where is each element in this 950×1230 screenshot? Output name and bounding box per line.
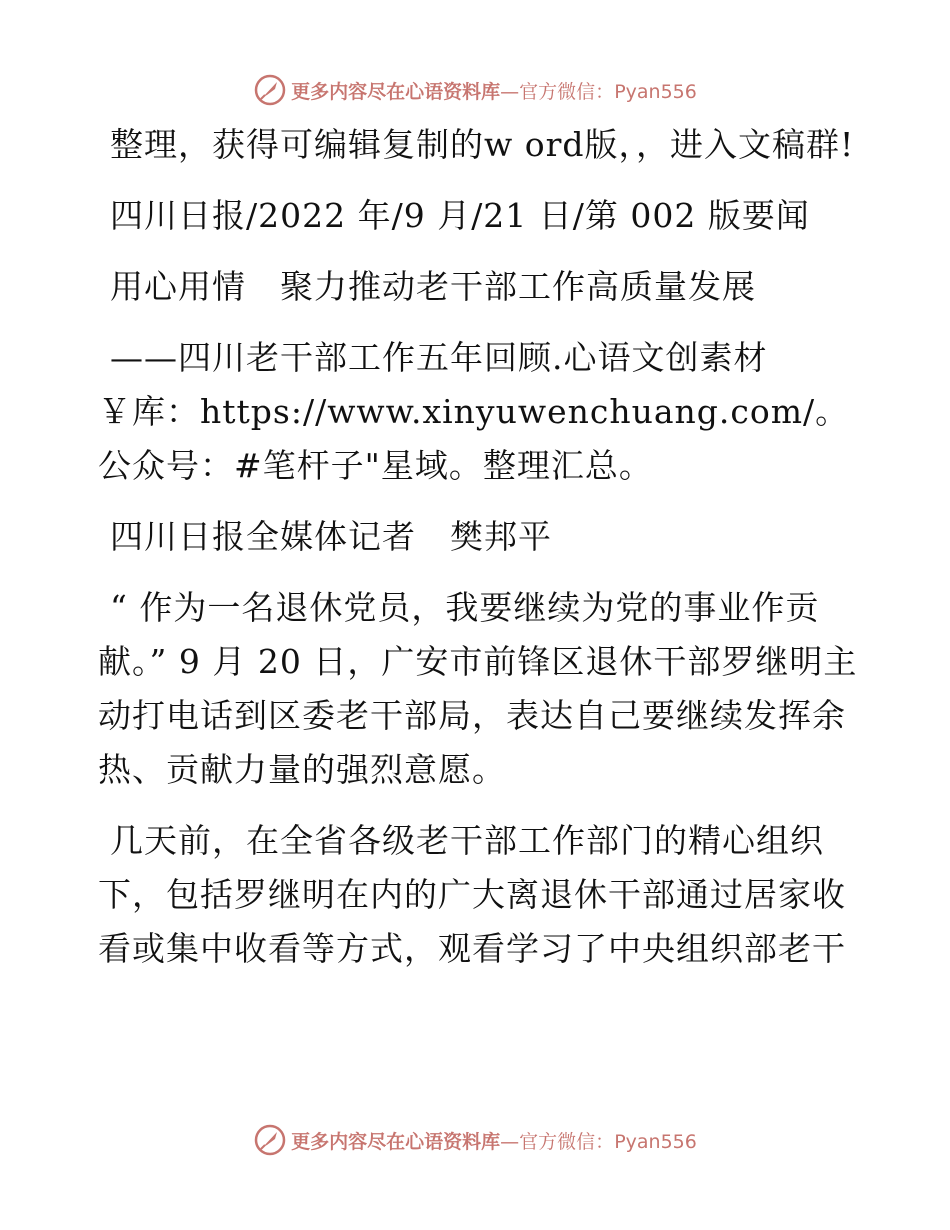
quill-logo-icon [253, 73, 287, 107]
watermark-dash: — [500, 80, 520, 103]
watermark-main-text: 更多内容尽在心语资料库 [291, 80, 501, 103]
watermark-sub-text: 官方微信： [519, 80, 615, 103]
watermark-header [0, 70, 950, 110]
watermark-id: Pyan556 [614, 80, 697, 103]
paragraph-intro: 整理，获得可编辑复制的w ord版，，进入文稿群! [110, 125, 855, 164]
watermark-footer [0, 1120, 950, 1160]
quill-logo-icon [253, 1123, 287, 1157]
paragraph-source: 四川日报/2022 年/9 月/21 日/第 002 版要闻 [110, 196, 810, 235]
article-title: 用心用情 聚力推动老干部工作高质量发展 [110, 267, 756, 306]
watermark-sub-text: 官方微信： [519, 1130, 615, 1153]
paragraph-body-1: “ 作为一名退休党员，我要继续为党的事业作贡献。” 9 月 20 日，广安市前锋区退休干部罗继明主动打电话到区委老干部局，表达自己要继续发挥余热、贡献力量的强烈意愿。 [98, 588, 858, 789]
article-byline: 四川日报全媒体记者 樊邦平 [110, 517, 552, 556]
watermark-id: Pyan556 [614, 1130, 697, 1153]
paragraph-body-2: 几天前，在全省各级老干部工作部门的精心组织下，包括罗继明在内的广大离退休干部通过居家收看或集中收看等方式，观看学习了中央组织部老干 [98, 821, 846, 968]
watermark-main-text: 更多内容尽在心语资料库 [291, 1130, 501, 1153]
watermark-dash: — [500, 1130, 520, 1153]
document-body [98, 118, 858, 993]
article-subtitle: ——四川老干部工作五年回顾.心语文创素材￥库：https://www.xinyuwenchuang.com/。公众号：#笔杆子"星域。整理汇总。 [98, 338, 850, 485]
